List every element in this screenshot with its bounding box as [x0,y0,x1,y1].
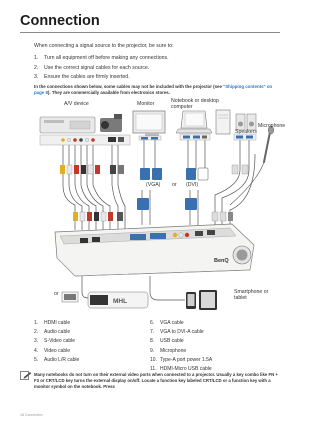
legend-item: 6. VGA cable [150,320,184,326]
av-device-label: A/V device [64,101,89,107]
projector-brand: BenQ [214,258,229,264]
monitor-label: Monitor [137,101,155,107]
or-label-low: or [54,291,59,297]
smartphone-connection [62,276,217,310]
speakers-label: Speakers [235,129,257,135]
legend-item: 1. HDMI cable [34,320,71,326]
cable-plugs-top [60,165,248,180]
cable-legend-left [34,319,79,365]
shipping-contents-link[interactable]: "Shipping contents" on page 8 [34,84,273,95]
or-label-mid: or [172,182,177,188]
step-item: 3. Ensure the cables are firmly inserted. [34,74,130,80]
notebook-computer [176,111,212,140]
cable-plugs-bottom [73,198,233,221]
page-footer: 18 Connection [20,413,43,417]
smartphone-label: Smartphone or tablet [234,289,269,301]
speakers [236,114,256,130]
intro-text: When connecting a signal source to the projector, be sure to: [34,43,174,49]
legend-item: 10. Type-A port power 1.5A [150,356,213,363]
cable-legend-right [150,319,212,374]
desktop-tower [216,110,230,134]
tip-text: Many notebooks do not turn on their external video ports when connected to a projector. Usually a key combo like FN + F3 or CRT/LCD key turns the external display on/off. Locate a function key labeled CRT/LCD or a function key with a monitor symbol on the notebook. Press [34,372,278,389]
legend-item: 4. Video cable [34,347,71,354]
legend-item: 9. Microphone [150,347,187,354]
page-title: Connection [20,13,100,29]
microphone-label: Microphone [258,123,286,129]
legend-item: 3. S-Video cable [34,338,76,345]
step-item: 1. Turn all equipment off before making any connections. [34,55,169,61]
projector [55,224,254,276]
legend-item: 7. VGA to DVI-A cable [150,329,204,336]
legend-item: 8. USB cable [150,338,184,345]
cables-note: In the connections shown below, some cables may not be included with the projector (see "Shipping contents" on page 8). They are commercially available from electronics stores. [34,84,273,95]
dvi-label: (DVI) [186,182,199,188]
vga-label: (VGA) [146,182,161,188]
note-pencil-icon [20,371,32,380]
legend-item: 2. Audio cable [34,329,71,336]
notebook-label: Notebook or desktop computer [171,98,219,110]
legend-item: 11. HDMI-Micro USB cable [150,366,212,373]
mhl-logo: MHL [113,298,128,305]
step-item: 2. Use the correct signal cables for each source. [34,64,150,71]
legend-item: 5. Audio L/R cable [34,356,80,363]
